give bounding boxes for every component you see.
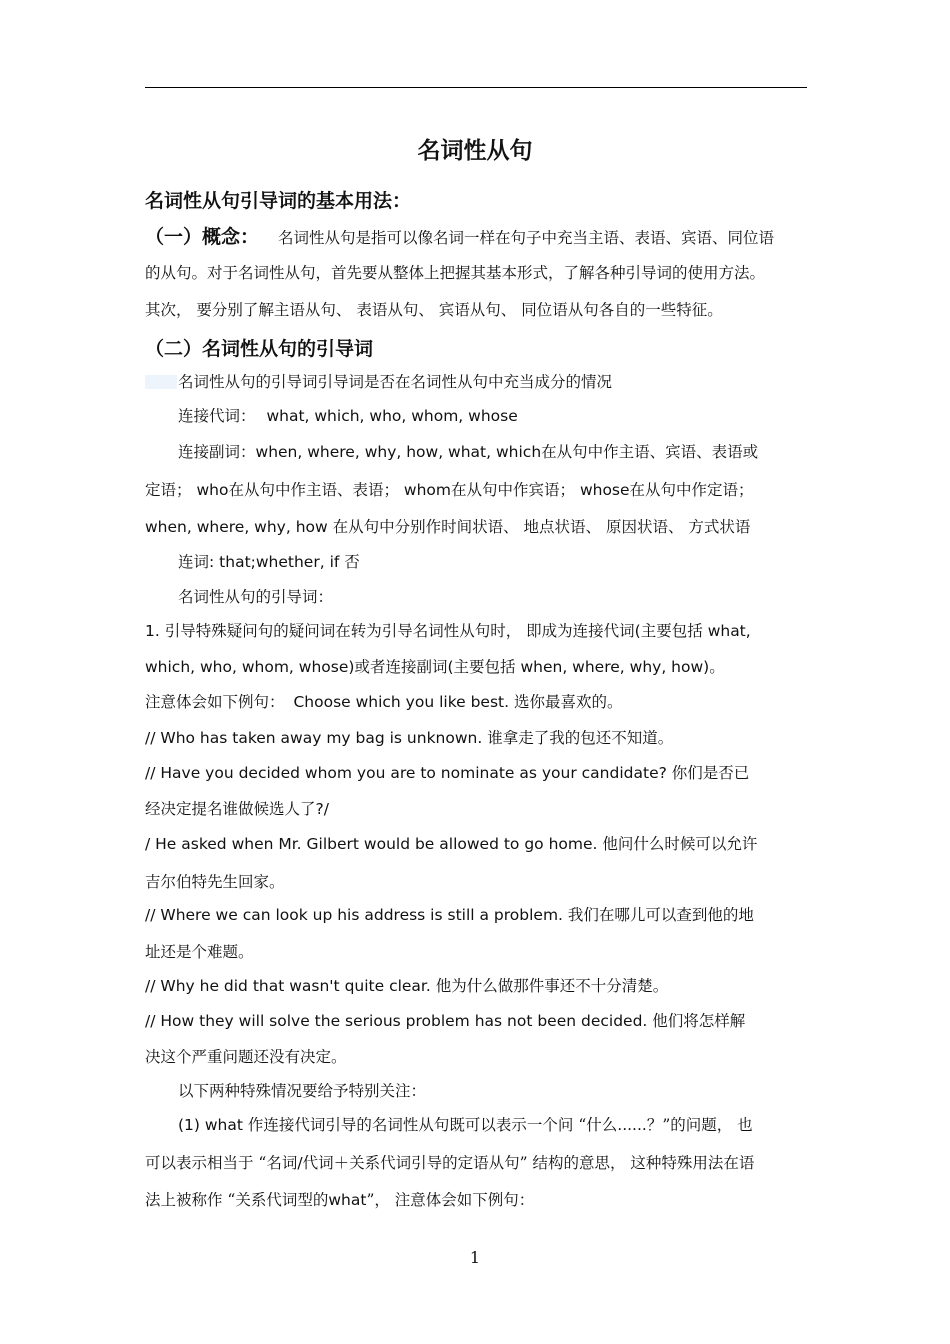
p14-cn: 法上被称作 “关系代词型的 <box>145 1191 329 1209</box>
p9-a: which, who, whom, whose) <box>145 658 355 676</box>
subheading-2: （二）名词性从句的引导词 <box>145 338 374 360</box>
p10-cn2: 选你最喜欢的。 <box>513 693 623 711</box>
p4-d: whom <box>403 481 451 499</box>
example-6 <box>145 1009 810 1033</box>
paragraph-10 <box>145 690 810 714</box>
ex5-en: // Why he did that wasn't quite clear. <box>145 977 431 995</box>
paragraph-4 <box>145 478 810 502</box>
example-4-cont: 址还是个难题。 <box>145 943 254 961</box>
p10-en: Choose which you like best. <box>293 693 510 711</box>
example-1 <box>145 726 810 750</box>
p12-cn2: ？”的问题， 也 <box>646 1116 753 1134</box>
p9-c: ( <box>447 658 454 676</box>
example-6-cont: 决这个严重问题还没有决定。 <box>145 1048 347 1066</box>
example-5 <box>145 974 810 998</box>
ex6-en: // How they will solve the serious problem has not been decided. <box>145 1012 648 1030</box>
p13-en: / <box>297 1154 303 1172</box>
paragraph-12 <box>178 1113 843 1137</box>
p9-d: 主要包括 <box>453 658 516 676</box>
p14-en: what <box>328 1191 367 1209</box>
example-3 <box>145 832 810 856</box>
paragraph-8 <box>145 619 810 643</box>
p2-cn: 连接代词： <box>178 407 256 425</box>
p12-en2: ...... <box>617 1116 647 1134</box>
p12-cn: 作连接代词引导的名词性从句既可以表示一个问 “什么 <box>247 1116 618 1134</box>
concept-label: （一）概念： <box>145 226 260 248</box>
p9-f: 。 <box>709 658 725 676</box>
p13-cn: 可以表示相当于 “名词 <box>145 1154 298 1172</box>
example-2-cont <box>145 797 810 821</box>
p5-en: when, where, why, how <box>145 518 328 536</box>
ex5-cn: 他为什么做那件事还不十分清楚。 <box>435 977 669 995</box>
ex1-en: // Who has taken away my bag is unknown. <box>145 729 483 747</box>
concept-line-3: 其次， 要分别了解主语从句、 表语从句、 宾语从句、 同位语从句各自的一些特征。 <box>145 301 723 319</box>
paragraph-7: 名词性从句的引导词： <box>178 588 334 606</box>
paragraph-14 <box>145 1188 810 1212</box>
p6-cn2: 否 <box>344 553 360 571</box>
concept-line-2: 的从句。对于名词性从句，首先要从整体上把握其基本形式，了解各种引导词的使用方法。 <box>145 264 766 282</box>
p9-e: when, where, why, how) <box>520 658 710 676</box>
p8-b: 引导特殊疑问句的疑问词在转为引导名词性从句时， 即成为连接代词 <box>164 622 635 640</box>
ex6-cn: 他们将怎样解 <box>652 1012 746 1030</box>
example-3-cont: 吉尔伯特先生回家。 <box>145 873 285 891</box>
p6-cn: 连词 <box>178 553 210 571</box>
p4-c: 在从句中作主语、表语； <box>228 481 399 499</box>
section-heading: 名词性从句引导词的基本用法： <box>145 190 412 212</box>
p2-en: what, which, who, whom, whose <box>266 407 518 425</box>
p8-e: what, <box>707 622 751 640</box>
page-title: 名词性从句 <box>417 137 533 164</box>
p10-cn: 注意体会如下例句： <box>145 693 285 711</box>
p5-cn: 在从句中分别作时间状语、 地点状语、 原因状语、 方式状语 <box>332 518 751 536</box>
p14-cn2: ”， 注意体会如下例句： <box>366 1191 535 1209</box>
paragraph-5 <box>145 515 810 539</box>
p3-cn1: 连接副词： <box>178 443 256 461</box>
ex2-en: // Have you decided whom you are to nominate as your candidate? <box>145 764 667 782</box>
concept-line-1 <box>145 225 810 250</box>
paragraph-3 <box>178 440 843 464</box>
paragraph-11: 以下两种特殊情况要给予特别关注： <box>178 1082 427 1100</box>
p4-f: whose <box>579 481 630 499</box>
highlight-mark <box>145 375 177 389</box>
ex2-en2: ?/ <box>315 800 329 818</box>
ex1-cn: 谁拿走了我的包还不知道。 <box>487 729 674 747</box>
concept-text-1: 名词性从句是指可以像名词一样在句子中充当主语、表语、宾语、同位语 <box>277 229 774 247</box>
p13-cn2: 代词＋关系代词引导的定语从句” 结构的意思， 这种特殊用法在语 <box>302 1154 755 1172</box>
p4-e: 在从句中作宾语； <box>450 481 575 499</box>
ex2-cn: 你们是否已 <box>671 764 750 782</box>
example-4 <box>145 903 810 927</box>
paragraph-13 <box>145 1151 810 1175</box>
ex4-en: // Where we can look up his address is still a problem. <box>145 906 563 924</box>
p4-b: who <box>196 481 229 499</box>
p9-b: 或者连接副词 <box>354 658 448 676</box>
page-number: 1 <box>469 1248 481 1267</box>
p6-en: : that;whether, if <box>209 553 340 571</box>
p3-cn2: 在从句中作主语、宾语、表语或 <box>541 443 759 461</box>
ex3-cn: 他问什么时候可以允许 <box>602 835 758 853</box>
header-rule <box>145 87 807 88</box>
paragraph-2 <box>178 404 843 428</box>
paragraph-1: 名词性从句的引导词引导词是否在名词性从句中充当成分的情况 <box>178 373 613 391</box>
p4-g: 在从句中作定语； <box>629 481 754 499</box>
p8-a: 1. <box>145 622 160 640</box>
ex3-en: / He asked when Mr. Gilbert would be allowed to go home. <box>145 835 598 853</box>
p8-c: ( <box>634 622 641 640</box>
p4-a: 定语； <box>145 481 192 499</box>
ex2-cn2: 经决定提名谁做候选人了 <box>145 800 316 818</box>
p8-d: 主要包括 <box>640 622 703 640</box>
paragraph-6 <box>178 550 843 574</box>
paragraph-9 <box>145 655 810 679</box>
ex4-cn: 我们在哪儿可以查到他的地 <box>567 906 754 924</box>
example-2 <box>145 761 810 785</box>
p3-en1: when, where, why, how, what, which <box>255 443 542 461</box>
p12-en: (1) what <box>178 1116 243 1134</box>
